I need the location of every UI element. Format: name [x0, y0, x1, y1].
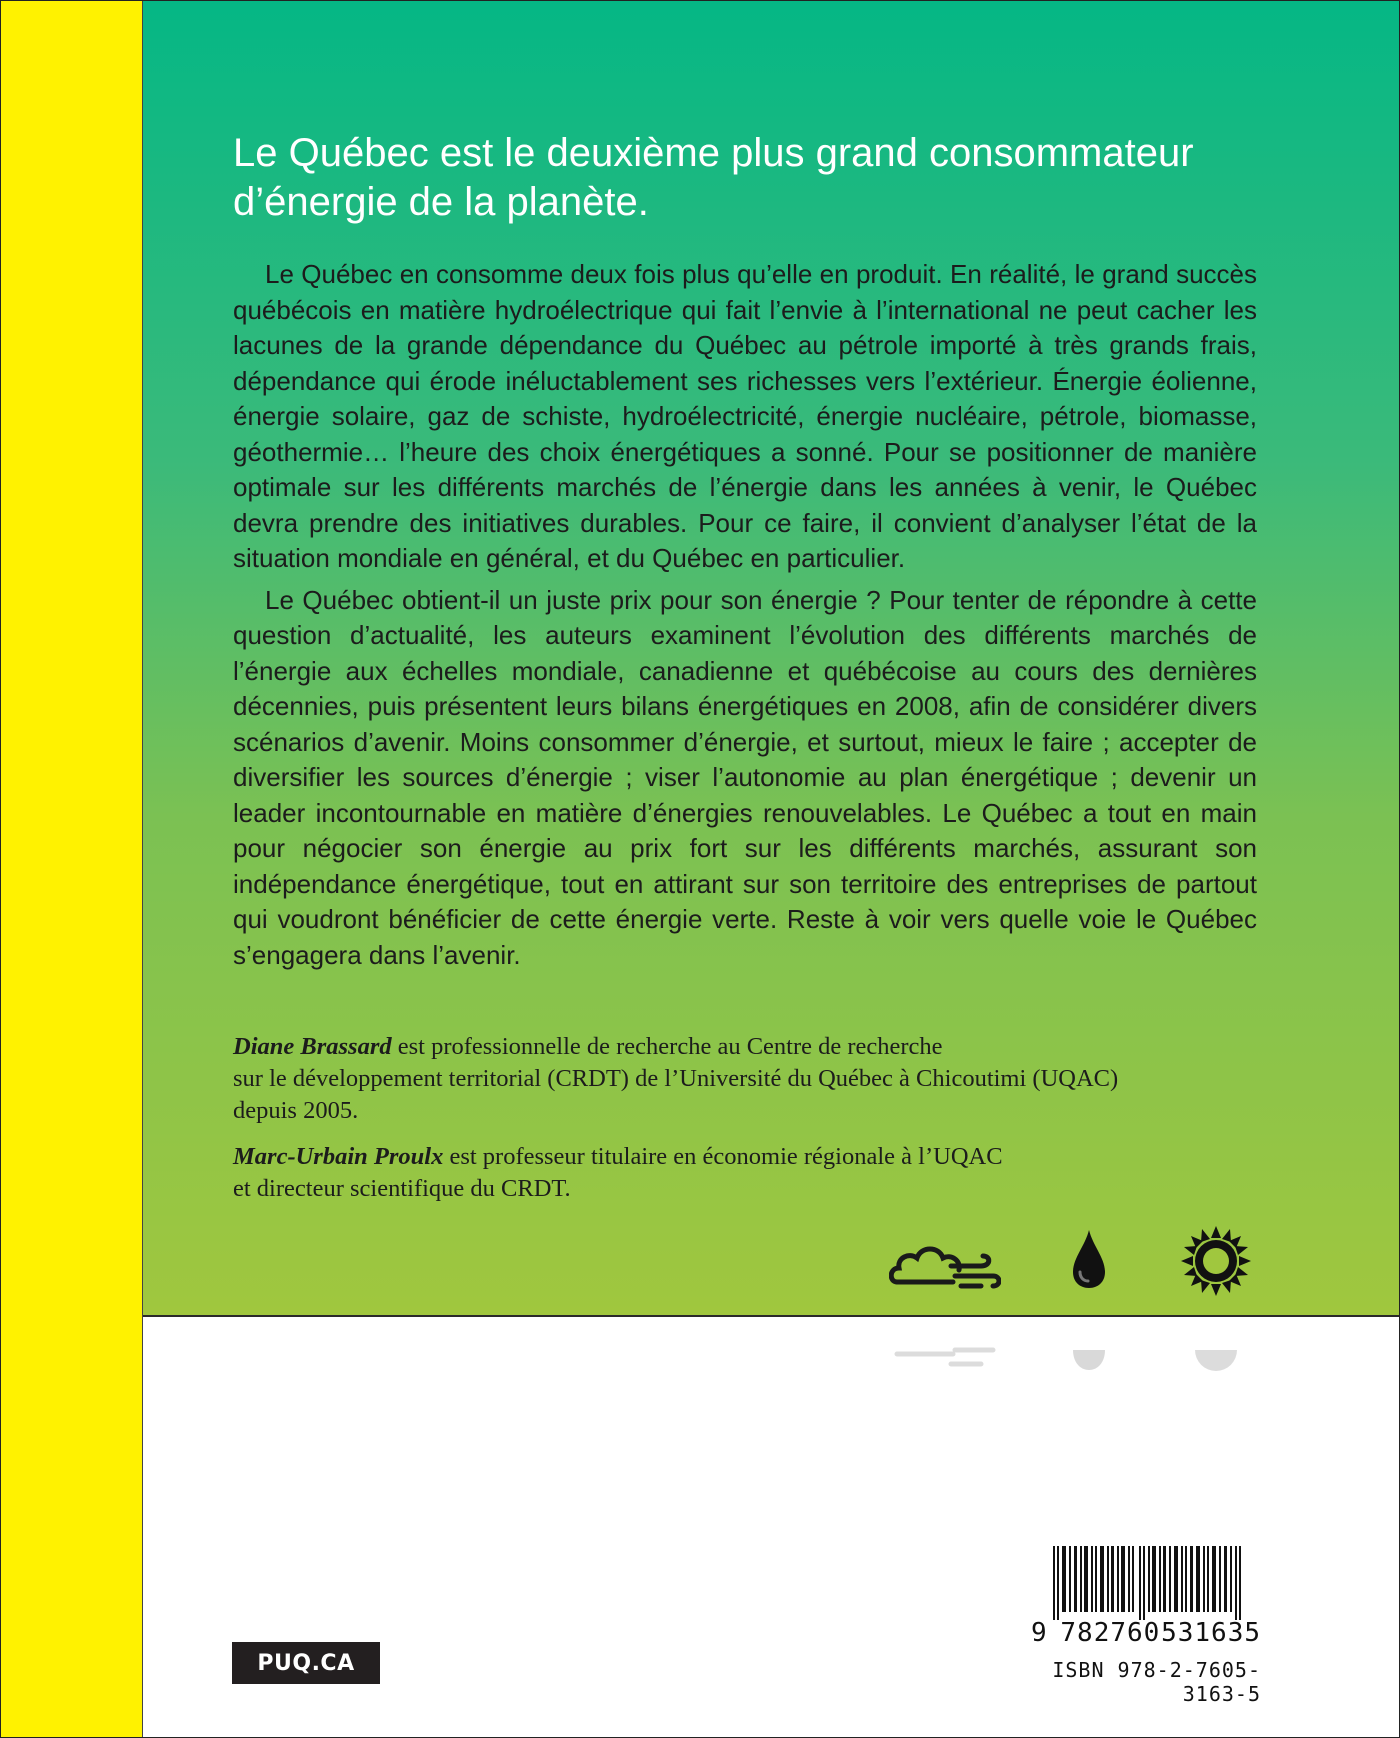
blurb [233, 257, 1257, 979]
author-bio-line: depuis 2005. [233, 1097, 359, 1124]
author-bio-brassard [233, 1031, 1263, 1127]
cloud-wind-reflection-icon [889, 1346, 1001, 1376]
oil-drop-icon [1071, 1228, 1107, 1290]
barcode-bars [1031, 1546, 1261, 1620]
yellow-spine-strip [1, 1, 143, 1737]
barcode-group-2: 531635 [1161, 1618, 1261, 1648]
publisher-logo: PUQ.CA [232, 1642, 380, 1684]
headline: Le Québec est le deuxième plus grand consommateur d’énergie de la planète. [233, 131, 1194, 224]
isbn-number: ISBN 978-2-7605-3163-5 [1052, 1658, 1261, 1706]
oil-drop-reflection-icon [1071, 1346, 1107, 1378]
energy-icons [881, 1226, 1261, 1306]
author-name: Diane Brassard [233, 1033, 392, 1060]
author-bio-proulx [233, 1141, 1263, 1205]
author-name: Marc-Urbain Proulx [233, 1143, 444, 1170]
blurb-paragraph-1: Le Québec en consomme deux fois plus qu’elle en produit. En réalité, le grand succès québécois en matière hydroélectrique qui fait l’envie à l’international ne peut cacher les lacunes de la grande dépendance du Québec au pétrole importé à très grands frais, dépendance qui érode inéluctablement ses richesses vers l’extérieur. Énergie éolienne, énergie solaire, gaz de schiste, hydroélectricité, énergie nucléaire, pétrole, biomasse, géothermie… l’heure des choix énergétiques a sonné. Pour se positionner de manière optimale sur les différents marchés de l’énergie dans les années à venir, le Québec devra prendre des initiatives durables. Pour ce faire, il convient d’analyser l’état de la situation mondiale en général, et du Québec en particulier. [233, 259, 1257, 573]
cloud-wind-icon [889, 1228, 1001, 1294]
barcode-digits [1031, 1618, 1261, 1648]
author-bio-line: est professionnelle de recherche au Centre de recherche [391, 1033, 943, 1060]
author-bio-line: sur le développement territorial (CRDT) de l’Université du Québec à Chicoutimi (UQAC) [233, 1065, 1119, 1092]
barcode-first-digit: 9 [1031, 1618, 1048, 1648]
barcode-group-1: 782760 [1060, 1618, 1161, 1648]
icons-reflection [881, 1346, 1261, 1426]
author-bio-line: est professeur titulaire en économie régionale à l’UQAC [443, 1143, 1003, 1170]
sun-reflection-icon [1181, 1346, 1251, 1382]
author-bio-line: et directeur scientifique du CRDT. [233, 1175, 571, 1202]
blurb-paragraph-2: Le Québec obtient-il un juste prix pour son énergie ? Pour tenter de répondre à cette question d’actualité, les auteurs examinent l’évolution des différents marchés de l’énergie aux échelles mondiale, canadienne et québécoise au cours des dernières décennies, puis présentent leurs bilans énergétiques en 2008, afin de considérer divers scénarios d’avenir. Moins consommer d’énergie, et surtout, mieux le faire ; accepter de diversifier les sources d’énergie ; viser l’autonomie au plan énergétique ; devenir un leader incontournable en matière d’énergies renouvelables. Le Québec a tout en main pour négocier son énergie au prix fort sur les différents marchés, assurant son indépendance énergétique, tout en attirant sur son territoire des entreprises de partout qui voudront bénéficier de cette énergie verte. Reste à voir vers quelle voie le Québec s’engagera dans l’avenir. [233, 584, 1257, 970]
sun-icon [1181, 1226, 1251, 1296]
